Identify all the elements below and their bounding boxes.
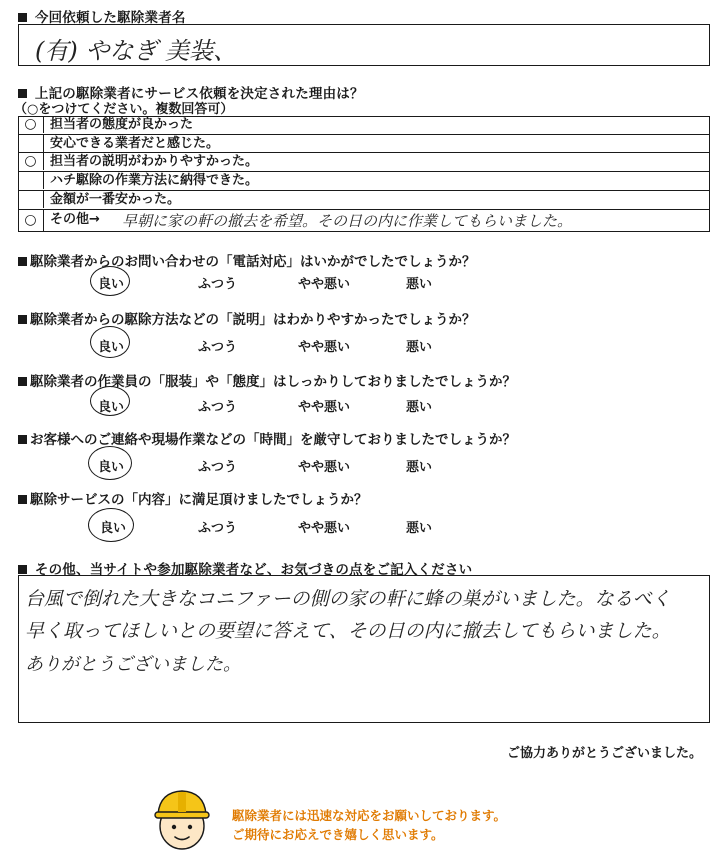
hardhat-worker-icon [150, 784, 214, 852]
option-good: 良い [98, 460, 125, 475]
option-good: 良い [98, 400, 125, 415]
question-time: お客様へのご連絡や現場作業などの「時間」を厳守しておりましたでしょうか？ [18, 428, 516, 448]
reason-option-other [18, 209, 710, 231]
option-somewhat-bad: やや悪い [298, 400, 351, 415]
reason-label: 担当者の態度が良かった [50, 117, 194, 132]
comments-box [18, 575, 710, 723]
reason-other-handwriting: 早朝に家の軒の撤去を希望。その日の内に作業してもらいました。 [122, 212, 573, 230]
reason-mark: ○ [18, 210, 44, 231]
option-somewhat-bad: やや悪い [298, 340, 351, 355]
reason-option-attitude [18, 116, 710, 134]
reason-label: ハチ駆除の作業方法に納得できた。 [50, 173, 259, 188]
option-good: 良い [98, 277, 125, 292]
option-bad: 悪い [406, 400, 433, 415]
reason-mark [18, 191, 44, 208]
option-bad: 悪い [406, 460, 433, 475]
option-normal: ふつう [198, 460, 238, 475]
contractor-name-handwriting: (有) やなぎ 美装、 [35, 37, 237, 65]
option-normal: ふつう [198, 277, 238, 292]
footer-line-2: ご期待にお応えでき嬉しく思います。 [232, 827, 444, 842]
reason-mark [18, 172, 44, 189]
option-bad: 悪い [406, 340, 433, 355]
option-somewhat-bad: やや悪い [298, 277, 351, 292]
comment-line-2: 早く取ってほしいとの要望に答えて、その日の内に撤去してもらいました。 [25, 620, 671, 642]
contractor-name-box [18, 24, 710, 66]
reason-label: その他→ [50, 212, 100, 227]
comment-line-1: 台風で倒れた大きなコニファーの側の家の軒に蜂の巣がいました。なるべく [25, 588, 671, 610]
reason-label: 金額が一番安かった。 [50, 192, 181, 207]
option-bad: 悪い [406, 521, 433, 536]
reason-mark [18, 135, 44, 152]
option-somewhat-bad: やや悪い [298, 460, 351, 475]
reason-option-trust [18, 134, 710, 152]
option-good: 良い [98, 340, 125, 355]
option-good: 良い [100, 521, 127, 536]
reason-option-explanation [18, 152, 710, 170]
thanks-text: ご協力ありがとうございました。 [506, 746, 702, 761]
question-attire: 駆除業者の作業員の「服装」や「態度」はしっかりしておりましたでしょうか？ [18, 370, 516, 390]
option-normal: ふつう [198, 521, 238, 536]
question-phone: 駆除業者からのお問い合わせの「電話対応」はいかがでしたでしょうか？ [18, 250, 476, 270]
reason-option-price [18, 190, 710, 208]
reason-instruction: （○をつけてください。複数回答可） [14, 102, 234, 117]
contractor-heading: 今回依頼した駆除業者名 [18, 6, 186, 26]
option-bad: 悪い [406, 277, 433, 292]
reason-label: 安心できる業者だと感じた。 [50, 136, 220, 151]
option-normal: ふつう [198, 400, 238, 415]
reason-mark: ○ [18, 116, 44, 133]
reason-label: 担当者の説明がわかりやすかった。 [50, 154, 259, 169]
option-normal: ふつう [198, 340, 238, 355]
reason-heading: 上記の駆除業者にサービス依頼を決定された理由は？ [18, 82, 364, 102]
footer-line-1: 駆除業者には迅速な対応をお願いしております。 [232, 808, 507, 823]
reason-mark: ○ [18, 153, 44, 170]
comment-line-3: ありがとうございました。 [25, 654, 241, 675]
question-content: 駆除サービスの「内容」に満足頂けましたでしょうか？ [18, 488, 368, 508]
option-somewhat-bad: やや悪い [298, 521, 351, 536]
question-explanation: 駆除業者からの駆除方法などの「説明」はわかりやすかったでしょうか？ [18, 308, 476, 328]
reason-option-method [18, 171, 710, 189]
comments-heading: その他、当サイトや参加駆除業者など、お気づきの点をご記入ください [18, 558, 472, 578]
